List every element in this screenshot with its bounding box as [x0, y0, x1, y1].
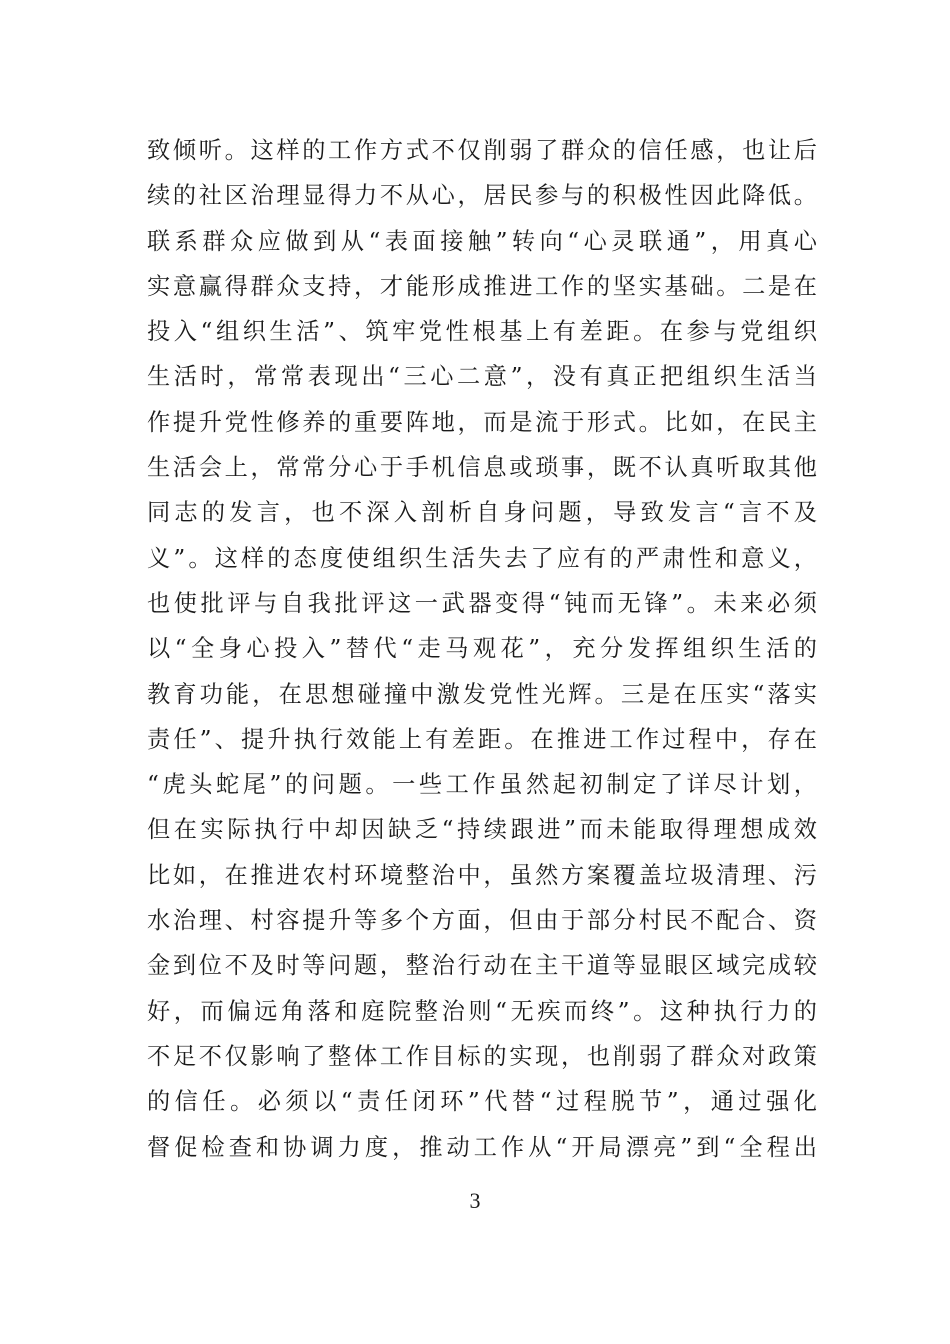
- text-line: 责任”、提升执行效能上有差距。在推进工作过程中，存在: [147, 725, 817, 753]
- text-line: 生活时，常常表现出“三心二意”，没有真正把组织生活当: [147, 363, 817, 391]
- text-line: 不足不仅影响了整体工作目标的实现，也削弱了群众对政策: [147, 1042, 817, 1070]
- text-line: 作提升党性修养的重要阵地，而是流于形式。比如，在民主: [147, 408, 817, 436]
- text-line: 同志的发言，也不深入剖析自身问题，导致发言“言不及: [147, 499, 817, 527]
- text-line: 水治理、村容提升等多个方面，但由于部分村民不配合、资: [147, 907, 817, 935]
- text-line: 好，而偏远角落和庭院整治则“无疾而终”。这种执行力的: [147, 997, 817, 1025]
- text-line: 义”。这样的态度使组织生活失去了应有的严肃性和意义，: [147, 544, 817, 572]
- text-line: 投入“组织生活”、筑牢党性根基上有差距。在参与党组织: [147, 318, 817, 346]
- text-line: 致倾听。这样的工作方式不仅削弱了群众的信任感，也让后: [147, 137, 817, 164]
- text-line: 续的社区治理显得力不从心，居民参与的积极性因此降低。: [147, 182, 817, 210]
- text-line: 生活会上，常常分心于手机信息或琐事，既不认真听取其他: [147, 454, 817, 482]
- text-line: 督促检查和协调力度，推动工作从“开局漂亮”到“全程出: [147, 1133, 817, 1161]
- text-line: 联系群众应做到从“表面接触”转向“心灵联通”，用真心: [147, 227, 817, 255]
- text-line: “虎头蛇尾”的问题。一些工作虽然起初制定了详尽计划，: [147, 771, 817, 799]
- page-number: 3: [469, 1188, 481, 1213]
- text-line: 以“全身心投入”替代“走马观花”，充分发挥组织生活的: [147, 635, 817, 663]
- body-text: [147, 128, 817, 1170]
- text-line: 教育功能，在思想碰撞中激发党性光辉。三是在压实“落实: [147, 680, 817, 708]
- text-line: 的信任。必须以“责任闭环”代替“过程脱节”，通过强化: [147, 1088, 817, 1116]
- text-line: 金到位不及时等问题，整治行动在主干道等显眼区域完成较: [147, 952, 817, 980]
- text-line: 比如，在推进农村环境整治中，虽然方案覆盖垃圾清理、污: [147, 861, 817, 889]
- text-line: 实意赢得群众支持，才能形成推进工作的坚实基础。二是在: [147, 272, 817, 300]
- text-line: 但在实际执行中却因缺乏“持续跟进”而未能取得理想成效: [147, 816, 817, 844]
- text-line: 也使批评与自我批评这一武器变得“钝而无锋”。未来必须: [147, 589, 817, 617]
